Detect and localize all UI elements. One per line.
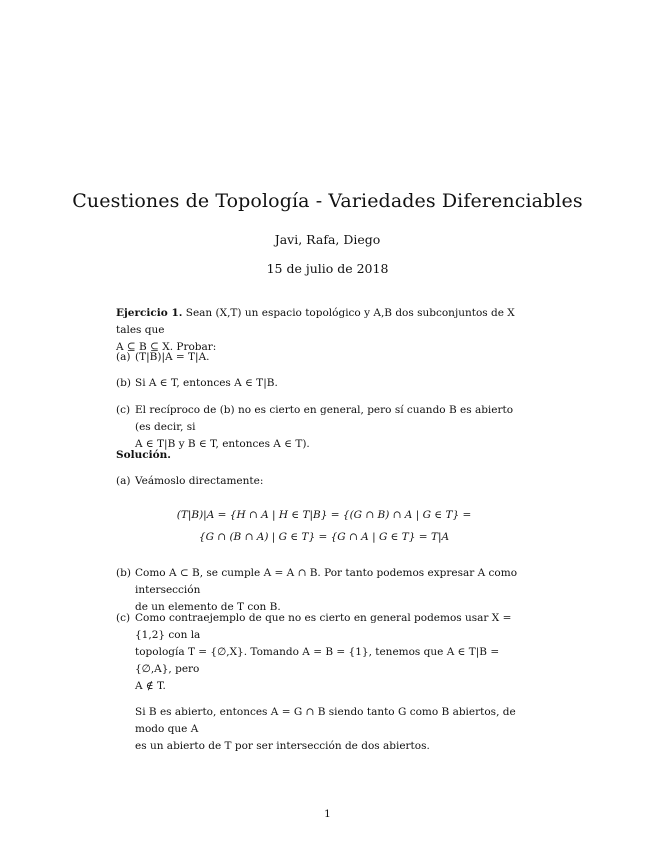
item-text: Veámoslo directamente: bbox=[135, 475, 264, 487]
item-text-line: es un abierto de T por ser intersección de dos abiertos. bbox=[135, 740, 430, 752]
exercise-heading: Ejercicio 1. bbox=[116, 307, 183, 319]
item-label: (c) bbox=[116, 404, 131, 416]
equation-line-1: (T|B)|A = {H ∩ A | H ∈ T|B} = {(G ∩ B) ∩ A | G ∈ T} = bbox=[176, 509, 472, 521]
paragraph-gap bbox=[135, 695, 532, 704]
document-date: 15 de julio de 2018 bbox=[266, 261, 389, 276]
document-authors: Javi, Rafa, Diego bbox=[274, 232, 381, 247]
item-text-line: Como A ⊂ B, se cumple A = A ∩ B. Por tanto podemos expresar A como intersección bbox=[135, 567, 518, 596]
item-text-line: A ∉ T. bbox=[135, 680, 166, 692]
item-text: Si A ∈ T, entonces A ∈ T|B. bbox=[135, 377, 278, 389]
page-number: 1 bbox=[324, 808, 331, 820]
equation-line-2: {G ∩ (B ∩ A) | G ∈ T} = {G ∩ A | G ∈ T} = T|A bbox=[198, 531, 450, 543]
item-text-block bbox=[135, 565, 532, 616]
item-text-block bbox=[135, 610, 532, 755]
item-label: (b) bbox=[116, 377, 131, 389]
item-text-line: topología T = {∅,X}. Tomando A = B = {1}, tenemos que A ∈ T|B = {∅,A}, pero bbox=[135, 646, 500, 675]
item-label: (c) bbox=[116, 612, 131, 624]
item-text-line: de un elemento de T con B. bbox=[135, 601, 281, 613]
item-text: (T|B)|A = T|A. bbox=[135, 351, 210, 363]
exercise-line-1: Sean (X,T) un espacio topológico y A,B dos subconjuntos de X tales que bbox=[116, 307, 515, 336]
item-text-block bbox=[135, 402, 532, 453]
item-text-line: Si B es abierto, entonces A = G ∩ B siendo tanto G como B abiertos, de modo que A bbox=[135, 706, 516, 735]
item-text-line: El recíproco de (b) no es cierto en general, pero sí cuando B es abierto (es decir, si bbox=[135, 404, 514, 433]
item-label: (a) bbox=[116, 351, 131, 363]
item-text-line: Como contraejemplo de que no es cierto en general podemos usar X = {1,2} con la bbox=[135, 612, 512, 641]
item-label: (a) bbox=[116, 475, 131, 487]
solution-heading-block bbox=[116, 447, 532, 464]
item-text-line: A ∈ T|B y B ∈ T, entonces A ∈ T). bbox=[135, 438, 310, 450]
solution-heading: Solución. bbox=[116, 449, 171, 461]
exercise-line-2: A ⊆ B ⊆ X. Probar: bbox=[116, 341, 217, 353]
document-title: Cuestiones de Topología - Variedades Diferenciables bbox=[72, 190, 583, 212]
item-label: (b) bbox=[116, 567, 131, 579]
display-equation bbox=[116, 504, 532, 548]
